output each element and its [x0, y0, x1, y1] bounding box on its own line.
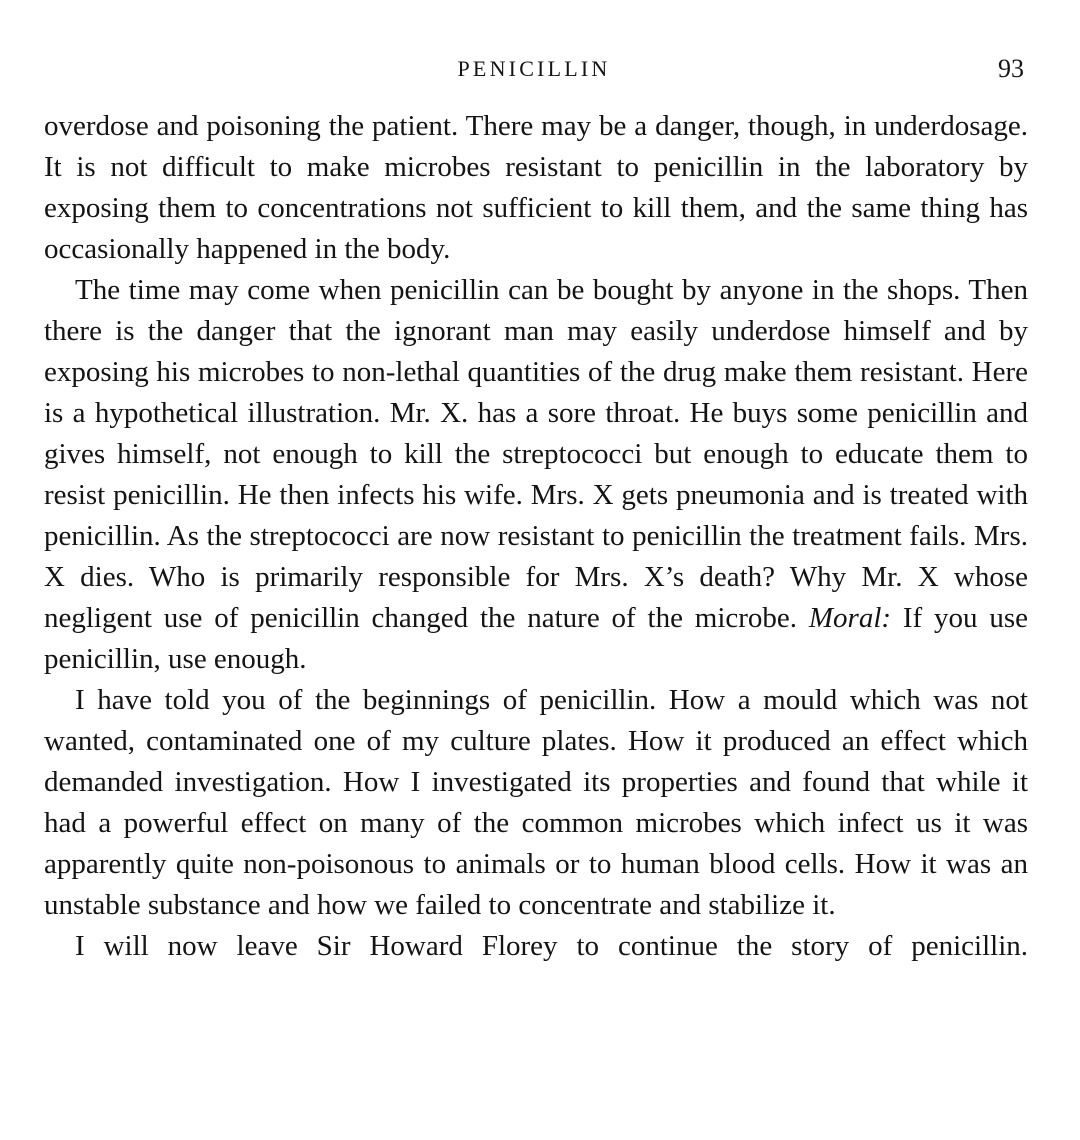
body-text — [44, 106, 1028, 967]
running-head — [0, 52, 1080, 92]
page-number: 93 — [998, 54, 1024, 83]
moral-emphasis: Moral: — [808, 602, 892, 634]
paragraph-4: I will now leave Sir Howard Florey to continue the story of penicillin. — [75, 930, 1028, 962]
paragraph-1: overdose and poisoning the patient. There may be a danger, though, in underdosage. It is not difficult to make microbes resistant to penicillin in the laboratory by exposing them to concentrations not sufficient to kill them, and the same thing has occasionally happened in the body. — [44, 110, 1028, 265]
paragraph-3: I have told you of the beginnings of penicillin. How a mould which was not wanted, contaminated one of my culture plates. How it produced an effect which demanded investigation. How I investigated its properties and found that while it had a powerful effect on many of the common microbes which infect us it was apparently quite non-poisonous to animals or to human blood cells. How it was an unstable substance and how we failed to concentrate and stabilize it. — [44, 684, 1028, 921]
paragraph-2-text-before-emphasis: The time may come when penicillin can be bought by anyone in the shops. Then there is the danger that the ignorant man may easily underdose himself and by exposing his microbes to non-lethal quantities of the drug make them resistant. Here is a hypothetical illustration. Mr. X. has a sore throat. He buys some penicillin and gives himself, not enough to kill the streptococci but enough to educate them to resist penicillin. He then infects his wife. Mrs. X gets pneumonia and is treated with penicillin. As the streptococci are now resistant to penicillin the treatment fails. Mrs. X dies. Who is primarily responsible for Mrs. X’s death? Why Mr. X whose negligent use of penicillin changed the nature of the microbe. — [44, 274, 1028, 634]
paragraph-2-text-after-emphasis: If you use penicillin, use enough. — [44, 602, 1028, 675]
running-title: PENICILLIN — [457, 56, 611, 81]
paragraph-2 — [44, 270, 1028, 680]
